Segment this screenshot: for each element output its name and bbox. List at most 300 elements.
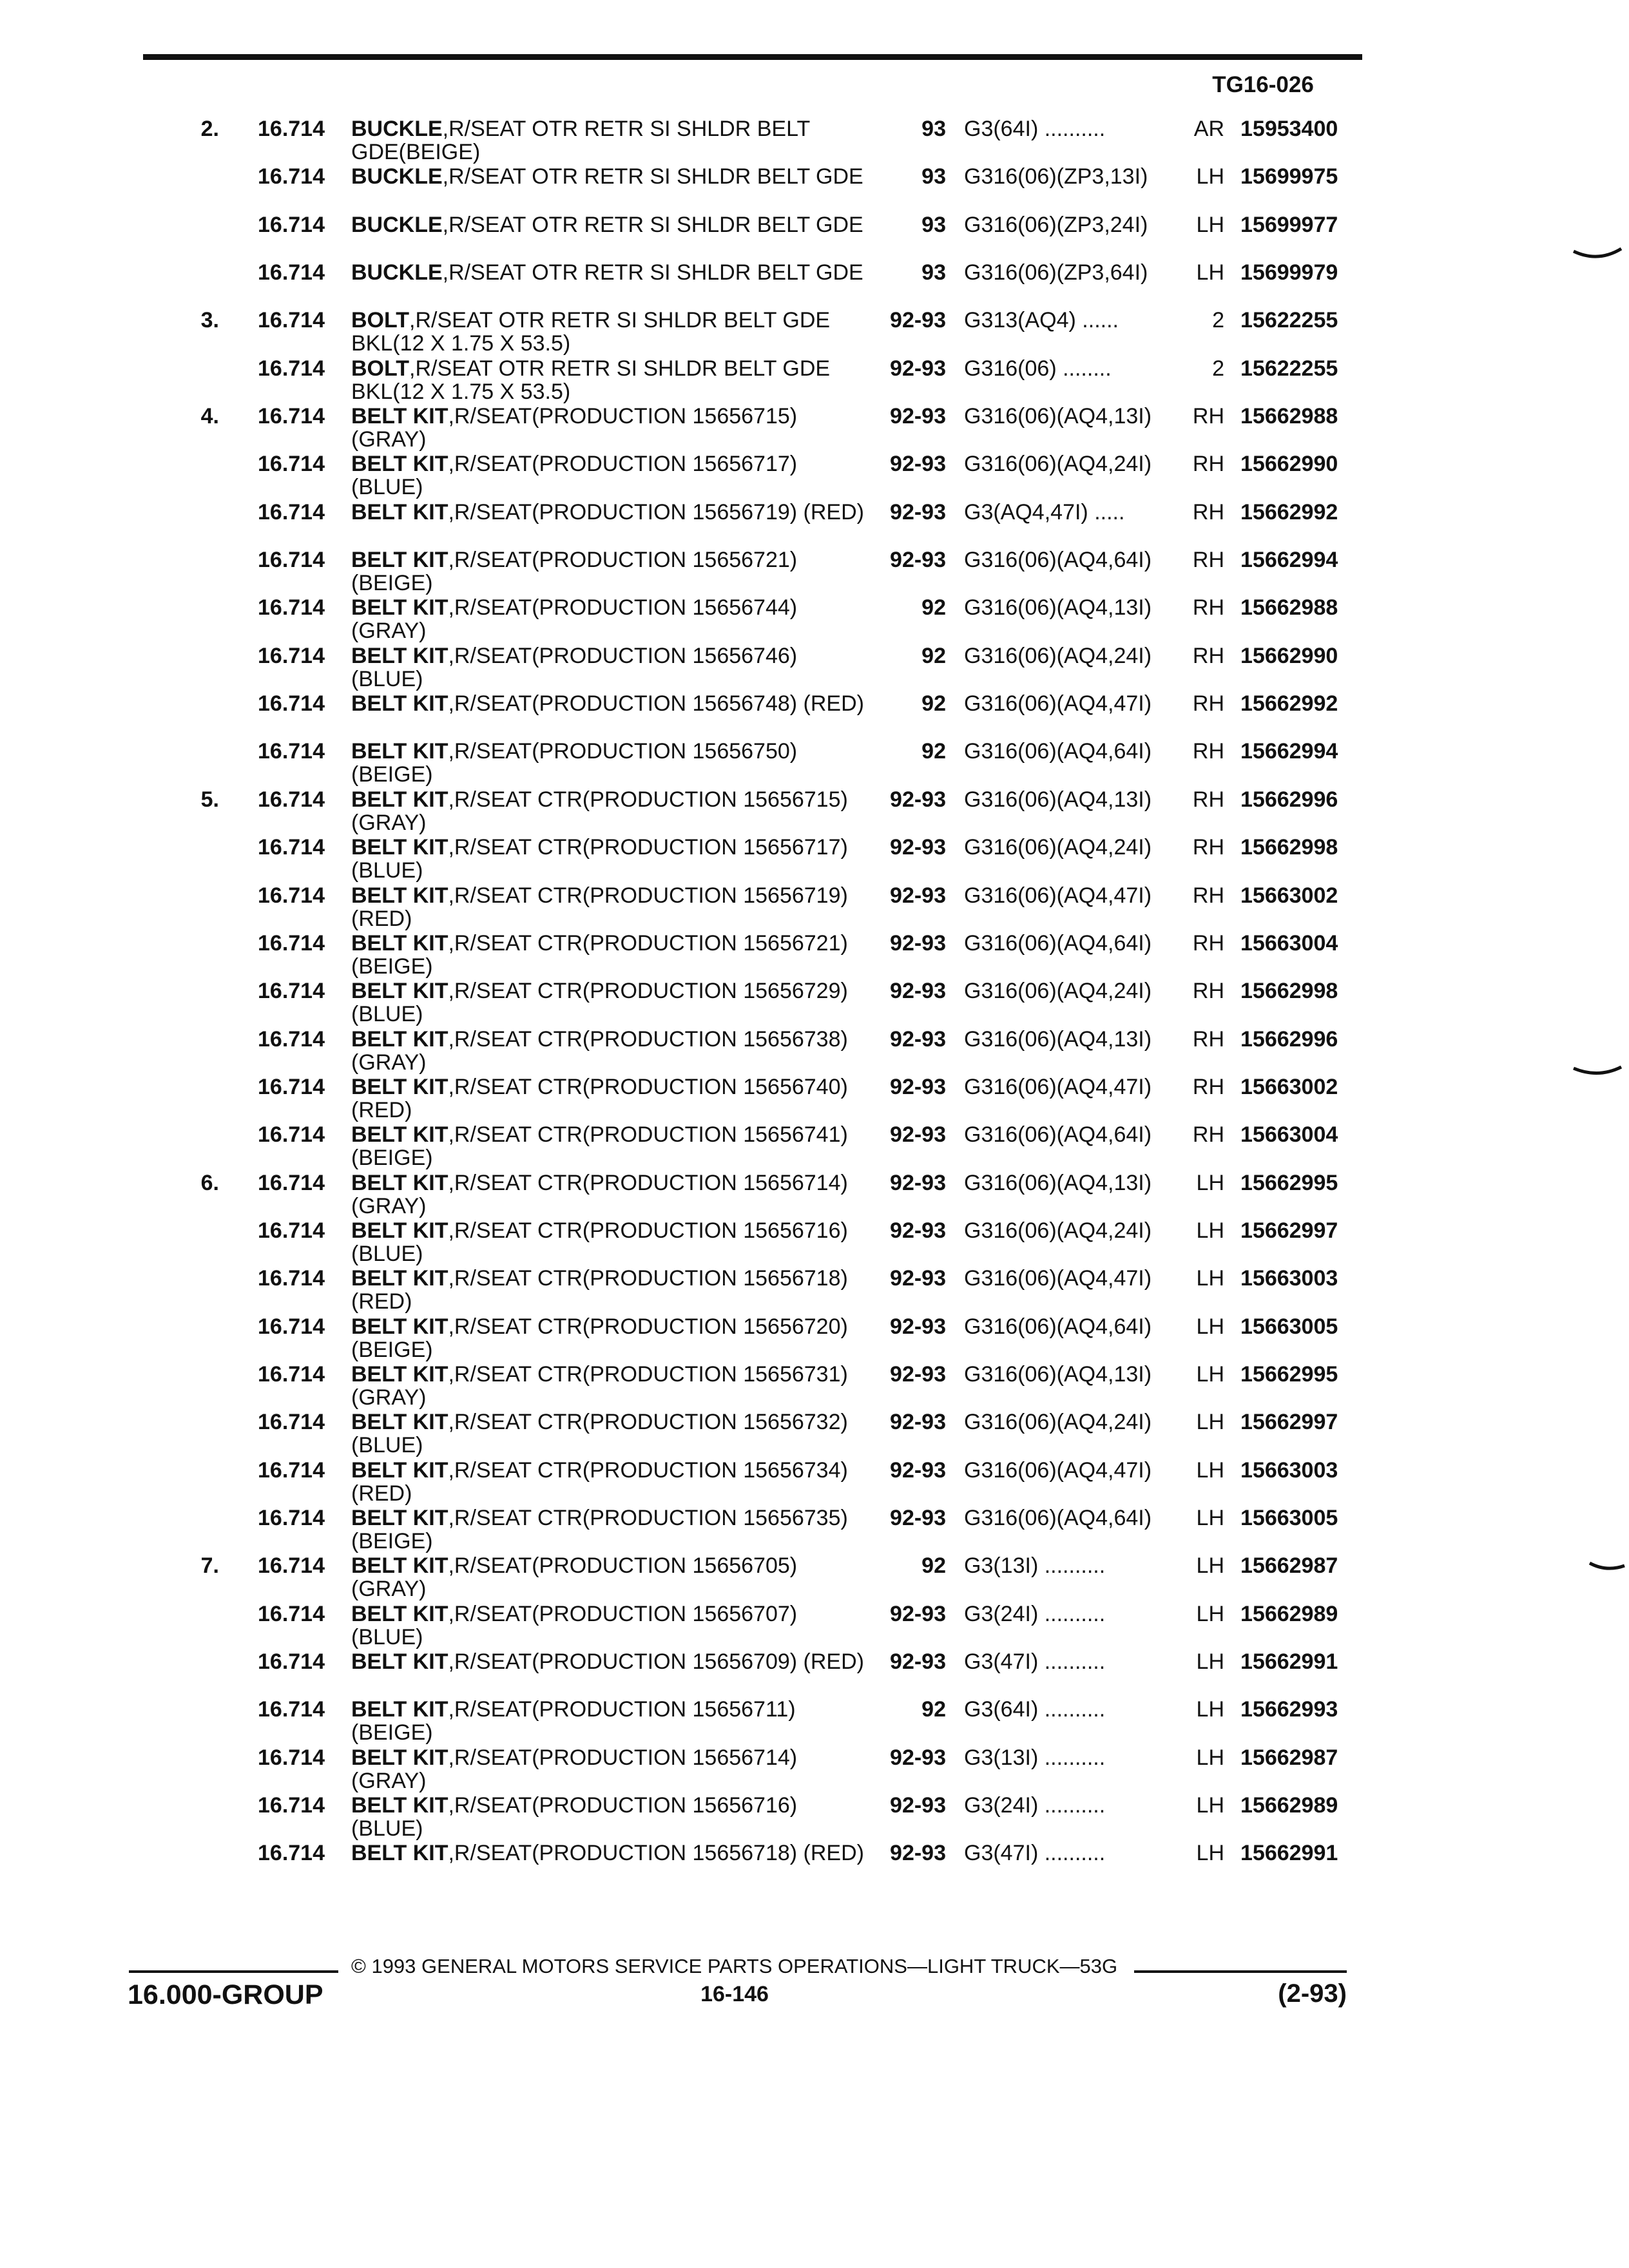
part-description — [351, 788, 867, 834]
part-name: BELT KIT — [351, 883, 448, 908]
group-code: 16.714 — [258, 1601, 325, 1626]
date-code: (2-93) — [1278, 1979, 1347, 2008]
group-code: 16.714 — [258, 1361, 325, 1387]
item-number: 3. — [200, 308, 219, 333]
part-name: BELT KIT — [351, 1841, 448, 1866]
part-detail: ,R/SEAT OTR RETR SI SHLDR BELT GDE — [442, 260, 863, 285]
group-code: 16.714 — [258, 787, 325, 812]
group-code: 16.714 — [258, 643, 325, 668]
option-code: G316(06)(AQ4,64I) — [964, 1122, 1152, 1148]
table-row — [0, 1219, 1629, 1267]
group-code: 16.714 — [258, 691, 325, 716]
part-description — [351, 117, 867, 164]
group-code: 16.714 — [258, 739, 325, 764]
part-detail: ,R/SEAT OTR RETR SI SHLDR BELT GDE BKL(12 X 1.75 X 53.5) — [351, 356, 831, 404]
model-year: 92-93 — [890, 452, 946, 477]
table-row — [0, 1746, 1629, 1794]
option-code: G316(06)(AQ4,64I) — [964, 930, 1152, 956]
part-description — [351, 261, 867, 284]
page-code: TG16-026 — [1212, 72, 1314, 97]
table-row — [0, 357, 1629, 405]
model-year: 92-93 — [890, 548, 946, 573]
part-number: 15662990 — [1240, 452, 1338, 477]
group-code: 16.714 — [258, 1697, 325, 1722]
part-description — [351, 1219, 867, 1265]
part-name: BUCKLE — [351, 260, 443, 285]
model-year: 92-93 — [890, 308, 946, 333]
model-year: 92 — [921, 595, 946, 620]
part-detail: ,R/SEAT CTR(PRODUCTION 15656729)(BLUE) — [351, 979, 848, 1027]
scan-mark — [1572, 1063, 1624, 1082]
part-number: 15663004 — [1240, 1122, 1338, 1148]
quantity: RH — [1192, 739, 1224, 764]
part-detail: ,R/SEAT OTR RETR SI SHLDR BELT GDE BKL(12 X 1.75 X 53.5) — [351, 308, 831, 356]
part-number: 15699975 — [1240, 164, 1338, 189]
part-detail: ,R/SEAT(PRODUCTION 15656719) (RED) — [448, 499, 864, 524]
option-code: G3(64I) .......... — [964, 1697, 1106, 1722]
part-number: 15662988 — [1240, 404, 1338, 429]
quantity: LH — [1196, 1170, 1224, 1195]
option-code: G316(06)(AQ4,24I) — [964, 835, 1152, 860]
table-row — [0, 1123, 1629, 1171]
model-year: 92-93 — [890, 499, 946, 524]
part-detail: ,R/SEAT CTR(PRODUCTION 15656716)(BLUE) — [351, 1218, 848, 1266]
part-detail: ,R/SEAT CTR(PRODUCTION 15656720)(BEIGE) — [351, 1314, 848, 1362]
quantity: LH — [1196, 1361, 1224, 1387]
part-name: BELT KIT — [351, 1649, 448, 1674]
part-description — [351, 309, 867, 355]
option-code: G316(06)(ZP3,24I) — [964, 212, 1148, 237]
part-detail: ,R/SEAT(PRODUCTION 15656711) (BEIGE) — [351, 1697, 796, 1745]
model-year: 92-93 — [890, 1457, 946, 1483]
part-description — [351, 1698, 867, 1744]
option-code: G316(06)(AQ4,24I) — [964, 452, 1152, 477]
part-description — [351, 932, 867, 978]
part-number: 15663005 — [1240, 1314, 1338, 1339]
part-detail: ,R/SEAT(PRODUCTION 15656744) (GRAY) — [351, 595, 798, 644]
option-code: G316(06)(AQ4,24I) — [964, 1410, 1152, 1435]
quantity: LH — [1196, 1601, 1224, 1626]
group-code: 16.714 — [258, 1266, 325, 1291]
table-row — [0, 692, 1629, 740]
part-detail: ,R/SEAT(PRODUCTION 15656746) (BLUE) — [351, 643, 798, 691]
group-label: 16.000-GROUP — [128, 1979, 323, 2010]
part-detail: ,R/SEAT CTR(PRODUCTION 15656734)(RED) — [351, 1457, 848, 1506]
option-code: G316(06)(AQ4,47I) — [964, 883, 1152, 908]
part-description — [351, 1267, 867, 1313]
group-code: 16.714 — [258, 452, 325, 477]
part-number: 15662995 — [1240, 1170, 1338, 1195]
part-detail: ,R/SEAT CTR(PRODUCTION 15656731)(GRAY) — [351, 1361, 848, 1410]
group-code: 16.714 — [258, 260, 325, 285]
part-number: 15662991 — [1240, 1649, 1338, 1674]
quantity: LH — [1196, 1649, 1224, 1674]
model-year: 92-93 — [890, 883, 946, 908]
quantity: LH — [1196, 1841, 1224, 1866]
part-description — [351, 1123, 867, 1169]
table-row — [0, 165, 1629, 213]
quantity: RH — [1192, 643, 1224, 668]
option-code: G316(06)(AQ4,13I) — [964, 1361, 1152, 1387]
model-year: 92-93 — [890, 1026, 946, 1052]
option-code: G3(24I) .......... — [964, 1601, 1106, 1626]
model-year: 92-93 — [890, 1793, 946, 1818]
part-description — [351, 1410, 867, 1457]
group-code: 16.714 — [258, 308, 325, 333]
option-code: G316(06)(AQ4,47I) — [964, 1074, 1152, 1099]
group-code: 16.714 — [258, 1553, 325, 1579]
model-year: 92-93 — [890, 1649, 946, 1674]
option-code: G316(06)(AQ4,64I) — [964, 548, 1152, 573]
quantity: LH — [1196, 1553, 1224, 1579]
part-number: 15662988 — [1240, 595, 1338, 620]
part-name: BELT KIT — [351, 930, 448, 956]
part-description — [351, 357, 867, 403]
part-name: BOLT — [351, 356, 410, 381]
group-code: 16.714 — [258, 1793, 325, 1818]
option-code: G316(06)(AQ4,13I) — [964, 1170, 1152, 1195]
group-code: 16.714 — [258, 1457, 325, 1483]
group-code: 16.714 — [258, 1314, 325, 1339]
part-name: BELT KIT — [351, 1410, 448, 1435]
table-row — [0, 1554, 1629, 1602]
model-year: 92-93 — [890, 1314, 946, 1339]
quantity: LH — [1196, 1505, 1224, 1530]
group-code: 16.714 — [258, 404, 325, 429]
item-number: 2. — [200, 117, 219, 141]
part-name: BELT KIT — [351, 835, 448, 860]
table-row — [0, 501, 1629, 548]
quantity: RH — [1192, 835, 1224, 860]
table-row — [0, 1171, 1629, 1219]
quantity: RH — [1192, 404, 1224, 429]
table-row — [0, 740, 1629, 787]
group-code: 16.714 — [258, 595, 325, 620]
footer-rule-left — [129, 1970, 338, 1973]
table-row — [0, 1602, 1629, 1650]
table-row — [0, 1075, 1629, 1123]
option-code: G316(06)(AQ4,24I) — [964, 979, 1152, 1004]
model-year: 92-93 — [890, 1841, 946, 1866]
table-row — [0, 405, 1629, 452]
model-year: 92-93 — [890, 1266, 946, 1291]
part-detail: ,R/SEAT(PRODUCTION 15656718) (RED) — [448, 1841, 864, 1866]
option-code: G316(06)(AQ4,47I) — [964, 1266, 1152, 1291]
part-description — [351, 1075, 867, 1122]
part-detail: ,R/SEAT CTR(PRODUCTION 15656740)(RED) — [351, 1074, 848, 1122]
table-row — [0, 644, 1629, 692]
part-description — [351, 1315, 867, 1361]
quantity: LH — [1196, 164, 1224, 189]
option-code: G316(06)(ZP3,64I) — [964, 260, 1148, 285]
part-description — [351, 405, 867, 451]
table-row — [0, 884, 1629, 932]
item-number: 4. — [200, 404, 219, 429]
part-description — [351, 548, 867, 595]
model-year: 92-93 — [890, 1601, 946, 1626]
quantity: LH — [1196, 1266, 1224, 1291]
quantity: RH — [1192, 930, 1224, 956]
part-number: 15622255 — [1240, 308, 1338, 333]
group-code: 16.714 — [258, 1218, 325, 1243]
group-code: 16.714 — [258, 1122, 325, 1148]
table-row — [0, 1315, 1629, 1363]
group-code: 16.714 — [258, 1074, 325, 1099]
part-name: BUCKLE — [351, 164, 443, 189]
quantity: 2 — [1212, 356, 1224, 381]
option-code: G316(06)(AQ4,64I) — [964, 1505, 1152, 1530]
group-code: 16.714 — [258, 548, 325, 573]
part-description — [351, 1506, 867, 1553]
table-row — [0, 596, 1629, 644]
group-code: 16.714 — [258, 1170, 325, 1195]
part-description — [351, 1794, 867, 1840]
part-description — [351, 213, 867, 236]
model-year: 92-93 — [890, 930, 946, 956]
group-code: 16.714 — [258, 1841, 325, 1866]
part-number: 15662994 — [1240, 739, 1338, 764]
table-row — [0, 452, 1629, 500]
quantity: LH — [1196, 1218, 1224, 1243]
part-number: 15662992 — [1240, 499, 1338, 524]
group-code: 16.714 — [258, 930, 325, 956]
part-description — [351, 644, 867, 691]
quantity: RH — [1192, 1122, 1224, 1148]
part-name: BOLT — [351, 308, 410, 333]
footer-rule-right — [1134, 1970, 1347, 1973]
group-code: 16.714 — [258, 835, 325, 860]
quantity: LH — [1196, 1314, 1224, 1339]
option-code: G316(06)(ZP3,13I) — [964, 164, 1148, 189]
option-code: G316(06)(AQ4,47I) — [964, 1457, 1152, 1483]
part-description — [351, 1746, 867, 1792]
model-year: 92 — [921, 643, 946, 668]
option-code: G316(06)(AQ4,47I) — [964, 691, 1152, 716]
table-row — [0, 788, 1629, 836]
group-code: 16.714 — [258, 1026, 325, 1052]
part-name: BELT KIT — [351, 1745, 448, 1770]
option-code: G316(06)(AQ4,13I) — [964, 595, 1152, 620]
group-code: 16.714 — [258, 356, 325, 381]
table-row — [0, 117, 1629, 165]
model-year: 92-93 — [890, 1074, 946, 1099]
part-detail: ,R/SEAT CTR(PRODUCTION 15656721)(BEIGE) — [351, 930, 848, 979]
part-description — [351, 501, 867, 524]
part-number: 15663005 — [1240, 1505, 1338, 1530]
part-name: BELT KIT — [351, 1218, 448, 1243]
part-detail: ,R/SEAT CTR(PRODUCTION 15656735)(BEIGE) — [351, 1505, 848, 1553]
quantity: LH — [1196, 1457, 1224, 1483]
part-description — [351, 596, 867, 642]
model-year: 93 — [921, 260, 946, 285]
part-name: BELT KIT — [351, 1457, 448, 1483]
table-row — [0, 1698, 1629, 1745]
model-year: 92-93 — [890, 835, 946, 860]
part-name: BELT KIT — [351, 643, 448, 668]
part-number: 15662997 — [1240, 1218, 1338, 1243]
part-detail: ,R/SEAT CTR(PRODUCTION 15656715)(GRAY) — [351, 787, 848, 835]
part-detail: ,R/SEAT(PRODUCTION 15656748) (RED) — [448, 691, 864, 716]
part-name: BELT KIT — [351, 404, 448, 429]
part-number: 15662994 — [1240, 548, 1338, 573]
group-code: 16.714 — [258, 212, 325, 237]
part-number: 15663003 — [1240, 1457, 1338, 1483]
group-code: 16.714 — [258, 979, 325, 1004]
part-name: BELT KIT — [351, 452, 448, 477]
part-detail: ,R/SEAT(PRODUCTION 15656714) (GRAY) — [351, 1745, 798, 1793]
group-code: 16.714 — [258, 1649, 325, 1674]
quantity: RH — [1192, 1026, 1224, 1052]
part-number: 15663003 — [1240, 1266, 1338, 1291]
table-row — [0, 261, 1629, 309]
part-number: 15662992 — [1240, 691, 1338, 716]
table-row — [0, 1028, 1629, 1075]
option-code: G3(47I) .......... — [964, 1649, 1106, 1674]
part-detail: ,R/SEAT(PRODUCTION 15656716) (BLUE) — [351, 1793, 798, 1841]
part-description — [351, 1459, 867, 1505]
model-year: 92 — [921, 691, 946, 716]
group-code: 16.714 — [258, 164, 325, 189]
part-number: 15662993 — [1240, 1697, 1338, 1722]
quantity: RH — [1192, 691, 1224, 716]
model-year: 92 — [921, 1553, 946, 1579]
part-name: BELT KIT — [351, 548, 448, 573]
part-name: BELT KIT — [351, 1314, 448, 1339]
part-detail: ,R/SEAT OTR RETR SI SHLDR BELT GDE — [442, 164, 863, 189]
part-name: BELT KIT — [351, 1122, 448, 1148]
group-code: 16.714 — [258, 1410, 325, 1435]
table-row — [0, 1267, 1629, 1314]
model-year: 92 — [921, 1697, 946, 1722]
part-name: BELT KIT — [351, 1361, 448, 1387]
quantity: RH — [1192, 883, 1224, 908]
part-description — [351, 1028, 867, 1074]
part-description — [351, 1171, 867, 1218]
part-detail: ,R/SEAT(PRODUCTION 15656707) (BLUE) — [351, 1601, 798, 1649]
quantity: RH — [1192, 452, 1224, 477]
scan-mark — [1588, 1559, 1627, 1575]
table-row — [0, 1459, 1629, 1506]
part-number: 15662987 — [1240, 1553, 1338, 1579]
part-description — [351, 452, 867, 499]
table-row — [0, 1650, 1629, 1698]
table-row — [0, 1363, 1629, 1410]
part-name: BELT KIT — [351, 691, 448, 716]
part-number: 15699979 — [1240, 260, 1338, 285]
quantity: RH — [1192, 787, 1224, 812]
table-row — [0, 1794, 1629, 1841]
part-detail: ,R/SEAT CTR(PRODUCTION 15656738)(GRAY) — [351, 1026, 848, 1075]
option-code: G316(06)(AQ4,13I) — [964, 404, 1152, 429]
scan-mark — [1572, 246, 1624, 265]
model-year: 92-93 — [890, 356, 946, 381]
part-detail: ,R/SEAT(PRODUCTION 15656721) (BEIGE) — [351, 548, 798, 596]
option-code: G3(13I) .......... — [964, 1745, 1106, 1770]
model-year: 92-93 — [890, 404, 946, 429]
part-detail: ,R/SEAT CTR(PRODUCTION 15656741)(BEIGE) — [351, 1122, 848, 1171]
quantity: LH — [1196, 1745, 1224, 1770]
part-number: 15663002 — [1240, 883, 1338, 908]
part-description — [351, 1650, 867, 1673]
table-row — [0, 979, 1629, 1027]
table-row — [0, 309, 1629, 356]
quantity: RH — [1192, 548, 1224, 573]
part-number: 15663004 — [1240, 930, 1338, 956]
part-number: 15622255 — [1240, 356, 1338, 381]
option-code: G3(13I) .......... — [964, 1553, 1106, 1579]
model-year: 92-93 — [890, 1410, 946, 1435]
part-number: 15662990 — [1240, 643, 1338, 668]
part-description — [351, 165, 867, 188]
part-number: 15662991 — [1240, 1841, 1338, 1866]
option-code: G3(AQ4,47I) ..... — [964, 499, 1125, 524]
part-detail: ,R/SEAT OTR RETR SI SHLDR BELT GDE(BEIGE) — [351, 117, 810, 164]
part-detail: ,R/SEAT(PRODUCTION 15656717) (BLUE) — [351, 452, 798, 500]
part-number: 15662998 — [1240, 835, 1338, 860]
quantity: LH — [1196, 260, 1224, 285]
part-number: 15662989 — [1240, 1793, 1338, 1818]
part-detail: ,R/SEAT(PRODUCTION 15656709) (RED) — [448, 1649, 864, 1674]
quantity: LH — [1196, 1697, 1224, 1722]
part-name: BELT KIT — [351, 1074, 448, 1099]
top-rule — [143, 54, 1362, 60]
group-code: 16.714 — [258, 883, 325, 908]
part-name: BUCKLE — [351, 117, 443, 141]
part-number: 15662998 — [1240, 979, 1338, 1004]
part-name: BELT KIT — [351, 1170, 448, 1195]
model-year: 92-93 — [890, 1505, 946, 1530]
part-name: BELT KIT — [351, 739, 448, 764]
part-detail: ,R/SEAT CTR(PRODUCTION 15656719)(RED) — [351, 883, 848, 931]
option-code: G313(AQ4) ...... — [964, 308, 1119, 333]
model-year: 92-93 — [890, 1745, 946, 1770]
part-name: BELT KIT — [351, 499, 448, 524]
part-description — [351, 692, 867, 715]
model-year: 92-93 — [890, 1218, 946, 1243]
quantity: LH — [1196, 1410, 1224, 1435]
part-name: BELT KIT — [351, 979, 448, 1004]
table-row — [0, 548, 1629, 596]
part-description — [351, 1363, 867, 1409]
model-year: 93 — [921, 117, 946, 141]
part-number: 15662987 — [1240, 1745, 1338, 1770]
option-code: G3(47I) .......... — [964, 1841, 1106, 1866]
option-code: G316(06) ........ — [964, 356, 1112, 381]
part-description — [351, 836, 867, 882]
part-description — [351, 740, 867, 786]
table-row — [0, 213, 1629, 261]
part-detail: ,R/SEAT(PRODUCTION 15656705) (GRAY) — [351, 1553, 798, 1602]
group-code: 16.714 — [258, 1505, 325, 1530]
model-year: 92-93 — [890, 787, 946, 812]
table-row — [0, 1410, 1629, 1458]
part-description — [351, 1554, 867, 1600]
part-description — [351, 979, 867, 1026]
part-detail: ,R/SEAT CTR(PRODUCTION 15656732)(BLUE) — [351, 1410, 848, 1458]
part-number: 15662995 — [1240, 1361, 1338, 1387]
option-code: G316(06)(AQ4,64I) — [964, 1314, 1152, 1339]
part-name: BELT KIT — [351, 1793, 448, 1818]
quantity: RH — [1192, 595, 1224, 620]
part-name: BUCKLE — [351, 212, 443, 237]
table-row — [0, 932, 1629, 979]
quantity: LH — [1196, 1793, 1224, 1818]
model-year: 92-93 — [890, 1361, 946, 1387]
quantity: RH — [1192, 979, 1224, 1004]
option-code: G316(06)(AQ4,13I) — [964, 1026, 1152, 1052]
part-name: BELT KIT — [351, 1026, 448, 1052]
part-detail: ,R/SEAT OTR RETR SI SHLDR BELT GDE — [442, 212, 863, 237]
